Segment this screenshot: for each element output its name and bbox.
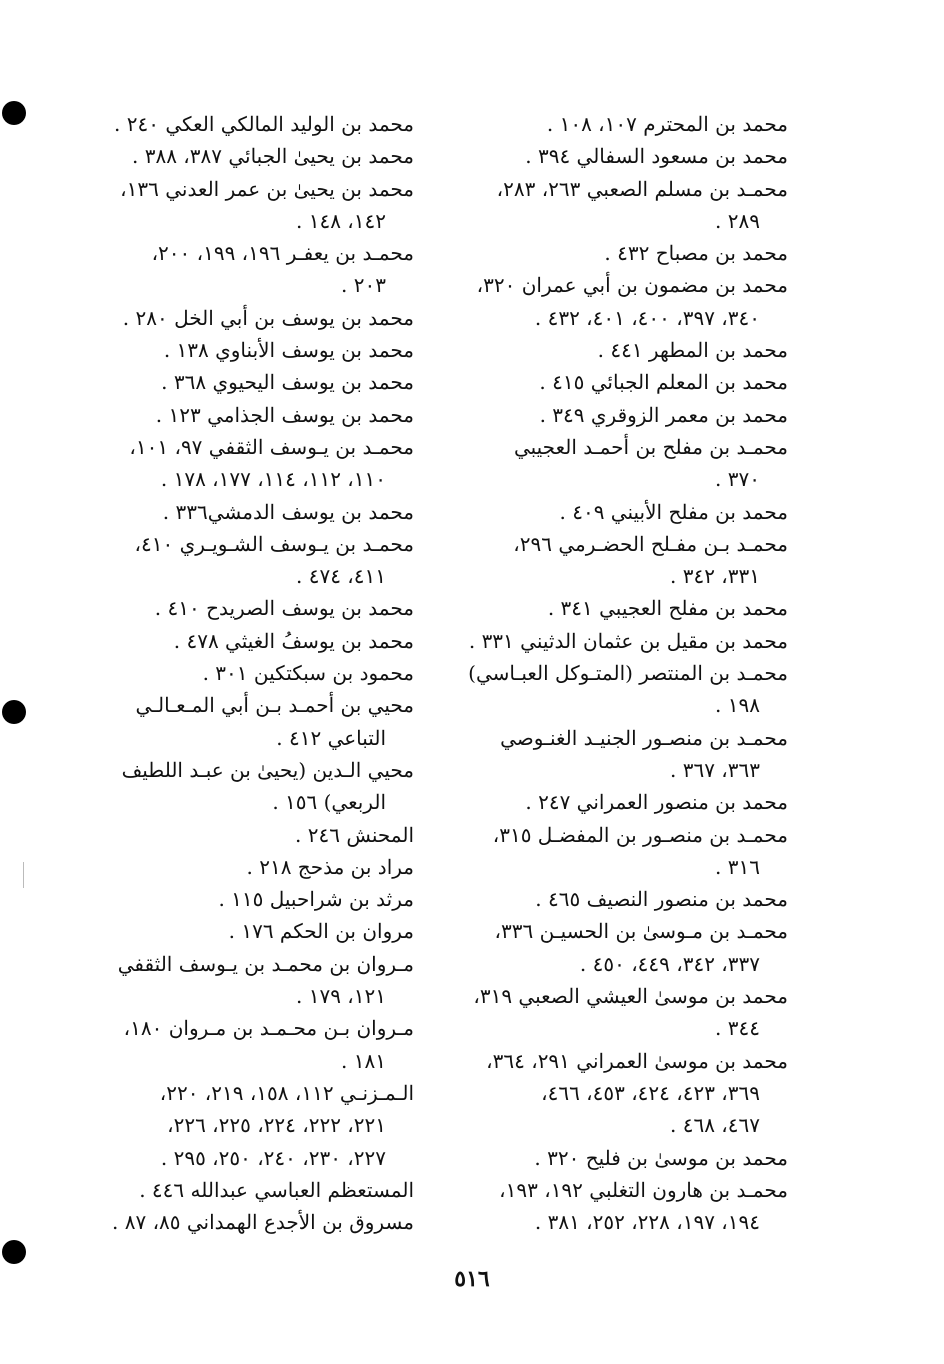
entry-heading: محمد بن يوسفُ الغيثي ٤٧٨ . bbox=[173, 628, 414, 653]
entry-heading: محمد بن يوسف الصريدح ٤١٠ . bbox=[154, 596, 414, 621]
index-entry bbox=[468, 108, 788, 140]
entry-heading: محمد بن موسىٰ العمراني ٢٩١، ٣٦٤، bbox=[486, 1048, 788, 1073]
entry-heading: محمد بن يوسف الدمشي٣٣٦ . bbox=[162, 499, 414, 524]
entry-continuation: التباعي ٤١٢ . bbox=[276, 725, 386, 750]
margin-line bbox=[23, 862, 24, 888]
entry-continuation: ٣٣٧، ٣٤٢، ٤٤٩، ٤٥٠ . bbox=[579, 951, 760, 976]
index-entry bbox=[92, 108, 414, 140]
index-entry bbox=[92, 948, 414, 1013]
entry-heading: محمد بن المعلم الجبائي ٤١٥ . bbox=[539, 370, 788, 395]
entry-heading: المحنش ٢٤٦ . bbox=[295, 822, 414, 847]
index-entry bbox=[92, 528, 414, 593]
index-entry bbox=[468, 366, 788, 398]
index-entry bbox=[468, 980, 788, 1045]
index-entry bbox=[92, 754, 414, 819]
index-entry bbox=[468, 657, 788, 722]
entry-continuation: ٤١١، ٤٧٤ . bbox=[296, 564, 386, 589]
index-entry bbox=[92, 592, 414, 624]
entry-heading: محمـد بن يـوسف الشـويـري ٤١٠، bbox=[134, 531, 414, 556]
index-entry bbox=[468, 883, 788, 915]
entry-heading: محمـد بن منصـور بن المفضـل ٣١٥، bbox=[492, 822, 788, 847]
index-entry bbox=[92, 1142, 414, 1174]
entry-heading: مروان بن الحكم ١٧٦ . bbox=[228, 919, 414, 944]
punch-hole-mark bbox=[2, 1240, 26, 1264]
entry-heading: محمد بن منصور العمراني ٢٤٧ . bbox=[525, 790, 788, 815]
index-entry bbox=[468, 1045, 788, 1110]
punch-hole-mark bbox=[2, 700, 26, 724]
index-entry bbox=[468, 819, 788, 884]
entry-continuation: ٢٢١، ٢٢٢، ٢٢٤، ٢٢٥، ٢٢٦، bbox=[167, 1113, 386, 1138]
entry-heading: المستعظم العباسي عبدالله ٤٤٦ . bbox=[139, 1177, 414, 1202]
entry-heading: محمد بن الوليد المالكي العكي ٢٤٠ . bbox=[114, 112, 414, 136]
index-entry bbox=[468, 722, 788, 787]
index-entry bbox=[92, 915, 414, 947]
index-entry bbox=[92, 366, 414, 398]
index-column-left bbox=[92, 108, 414, 1238]
entry-heading: محمد بن مقيل بن عثمان الدثيني ٣٣١ . bbox=[468, 628, 788, 653]
index-entry bbox=[468, 173, 788, 238]
index-entry bbox=[92, 399, 414, 431]
index-entry bbox=[92, 1174, 414, 1206]
entry-heading: محمد بن المحترم ١٠٧، ١٠٨ . bbox=[546, 112, 788, 136]
entry-heading: مـروان بن محمـد بن يـوسف الثقفي bbox=[117, 951, 414, 976]
index-entry bbox=[92, 883, 414, 915]
index-entry bbox=[92, 689, 414, 754]
index-entry bbox=[92, 302, 414, 334]
entry-heading: محمد بن المطهر ٤٤١ . bbox=[597, 338, 788, 363]
entry-continuation: ٣٤٠، ٣٩٧، ٤٠٠، ٤٠١، ٤٣٢ . bbox=[534, 305, 760, 330]
page-number: ٥١٦ bbox=[454, 1266, 490, 1292]
index-entry bbox=[92, 334, 414, 366]
index-entry bbox=[468, 496, 788, 528]
entry-heading: محمد بن مضمون بن أبي عمران ٣٢٠، bbox=[476, 273, 788, 298]
index-entry bbox=[468, 399, 788, 431]
entry-heading: محمد بن يوسف الأبناوي ١٣٨ . bbox=[163, 338, 414, 363]
index-entry bbox=[92, 237, 414, 302]
entry-heading: محمود بن سبكتكين ٣٠١ . bbox=[202, 661, 414, 686]
entry-heading: محمد بن يحيىٰ الجبائي ٣٨٧، ٣٨٨ . bbox=[131, 144, 414, 169]
entry-continuation: ٢٨٩ . bbox=[715, 208, 760, 233]
entry-heading: مـروان بـن محـمـد بن مـروان ١٨٠، bbox=[123, 1016, 414, 1041]
entry-continuation: ١٤٢، ١٤٨ . bbox=[296, 208, 386, 233]
entry-heading: محمد بن منصور النصيف ٤٦٥ . bbox=[535, 887, 788, 912]
index-entry bbox=[92, 431, 414, 496]
index-entry bbox=[92, 1012, 414, 1077]
entry-heading: محمـد بن مسلم الصعبي ٢٦٣، ٢٨٣، bbox=[496, 176, 788, 201]
entry-heading: مسروق بن الأجدع الهمداني ٨٥، ٨٧ . bbox=[112, 1210, 414, 1235]
index-entry bbox=[468, 1109, 788, 1141]
entry-heading: محمـد بن يـوسف الثقفي ٩٧، ١٠١، bbox=[129, 434, 414, 459]
index-entry bbox=[92, 851, 414, 883]
entry-heading: محمد بن مفلح الأبيني ٤٠٩ . bbox=[559, 499, 788, 524]
index-entry bbox=[92, 140, 414, 172]
entry-heading: محمد بن مصباح ٤٣٢ . bbox=[604, 241, 788, 266]
entry-heading: محمـد بن المنتصر (المتـوكل العبـاسي) bbox=[468, 661, 788, 686]
entry-continuation: ٣٦٣، ٣٦٧ . bbox=[670, 757, 760, 782]
index-entry bbox=[468, 592, 788, 624]
index-entry bbox=[92, 819, 414, 851]
entry-heading: محيي الـدين (يحيىٰ بن عبـد اللطيف bbox=[121, 757, 414, 782]
entry-heading: مرثد بن شراحبيل ١١٥ . bbox=[218, 887, 414, 912]
entry-continuation: ٢٢٧، ٢٣٠، ٢٤٠، ٢٥٠، ٢٩٥ . bbox=[160, 1145, 386, 1170]
index-entry bbox=[92, 1206, 414, 1238]
entry-continuation: ٤٦٧، ٤٦٨ . bbox=[670, 1113, 760, 1138]
index-entry bbox=[92, 657, 414, 689]
entry-continuation: ٣١٦ . bbox=[715, 854, 760, 879]
entry-heading: الـمـزنـي ١١٢، ١٥٨، ٢١٩، ٢٢٠، bbox=[159, 1080, 414, 1105]
entry-heading: محمد بن مسعود السفالي ٣٩٤ . bbox=[525, 144, 788, 169]
index-entry bbox=[92, 625, 414, 657]
entry-heading: محمد بن يحيىٰ بن عمر العدني ١٣٦، bbox=[120, 176, 414, 201]
entry-heading: محمد بن موسىٰ بن فليح ٣٢٠ . bbox=[534, 1145, 788, 1170]
entry-heading: محمد بن يوسف الجذامي ١٢٣ . bbox=[155, 402, 414, 427]
entry-heading: محمد بن موسىٰ العيشي الصعبي ٣١٩، bbox=[473, 984, 788, 1009]
entry-heading: محمـد بن هارون التغلبي ١٩٢، ١٩٣، bbox=[499, 1177, 788, 1202]
entry-heading: محمـد بن يعفـر ١٩٦، ١٩٩، ٢٠٠، bbox=[151, 241, 414, 266]
index-entry bbox=[468, 140, 788, 172]
entry-heading: محمـد بن مـوسىٰ بن الحسيـن ٣٣٦، bbox=[494, 919, 788, 944]
index-entry bbox=[468, 1142, 788, 1174]
index-entry bbox=[468, 1174, 788, 1239]
entry-heading: محمد بن يوسف بن أبي الخل ٢٨٠ . bbox=[122, 305, 414, 330]
index-entry bbox=[92, 496, 414, 528]
entry-heading: محمد بن يوسف اليحيوي ٣٦٨ . bbox=[161, 370, 414, 395]
punch-hole-mark bbox=[2, 101, 26, 125]
entry-continuation: الربعي) ١٥٦ . bbox=[272, 790, 386, 815]
index-entry bbox=[468, 915, 788, 980]
entry-continuation: ٣٤٤ . bbox=[715, 1016, 760, 1041]
index-entry bbox=[468, 431, 788, 496]
entry-continuation: ١٩٤، ١٩٧، ٢٢٨، ٢٥٢، ٣٨١ . bbox=[534, 1210, 760, 1235]
entry-heading: محمـد بن منصـور الجنيـد الغنـوصي bbox=[500, 725, 788, 750]
index-entry bbox=[468, 786, 788, 818]
index-column-right bbox=[468, 108, 788, 1238]
index-entry bbox=[468, 237, 788, 269]
entry-heading: مراد بن مذحج ٢١٨ . bbox=[246, 854, 414, 879]
entry-heading: محمـد بن مفلح بن أحمـد العجيبي bbox=[513, 434, 788, 459]
index-entry bbox=[468, 625, 788, 657]
entry-continuation: ٣٦٩، ٤٢٣، ٤٢٤، ٤٥٣، ٤٦٦، bbox=[541, 1080, 760, 1105]
entry-continuation: ١١٠، ١١٢، ١١٤، ١٧٧، ١٧٨ . bbox=[160, 467, 386, 492]
index-entry bbox=[92, 1077, 414, 1142]
entry-continuation: ١٩٨ . bbox=[715, 693, 760, 718]
index-entry bbox=[468, 528, 788, 593]
entry-continuation: ١٢١، ١٧٩ . bbox=[296, 984, 386, 1009]
entry-heading: محمد بن معمر الزوقري ٣٤٩ . bbox=[539, 402, 788, 427]
entry-heading: محمـد بـن مفـلح الحضـرمي ٢٩٦، bbox=[513, 531, 788, 556]
entry-continuation: ٢٠٣ . bbox=[341, 273, 386, 298]
entry-continuation: ١٨١ . bbox=[341, 1048, 386, 1073]
entry-heading: محمد بن مفلح العجيبي ٣٤١ . bbox=[547, 596, 788, 621]
entry-continuation: ٣٧٠ . bbox=[715, 467, 760, 492]
index-entry bbox=[468, 269, 788, 334]
entry-continuation: ٣٣١، ٣٤٢ . bbox=[670, 564, 760, 589]
index-entry bbox=[468, 334, 788, 366]
index-entry bbox=[92, 173, 414, 238]
entry-heading: محيي بن أحمـد بـن أبي المـعـالـي bbox=[135, 693, 414, 718]
